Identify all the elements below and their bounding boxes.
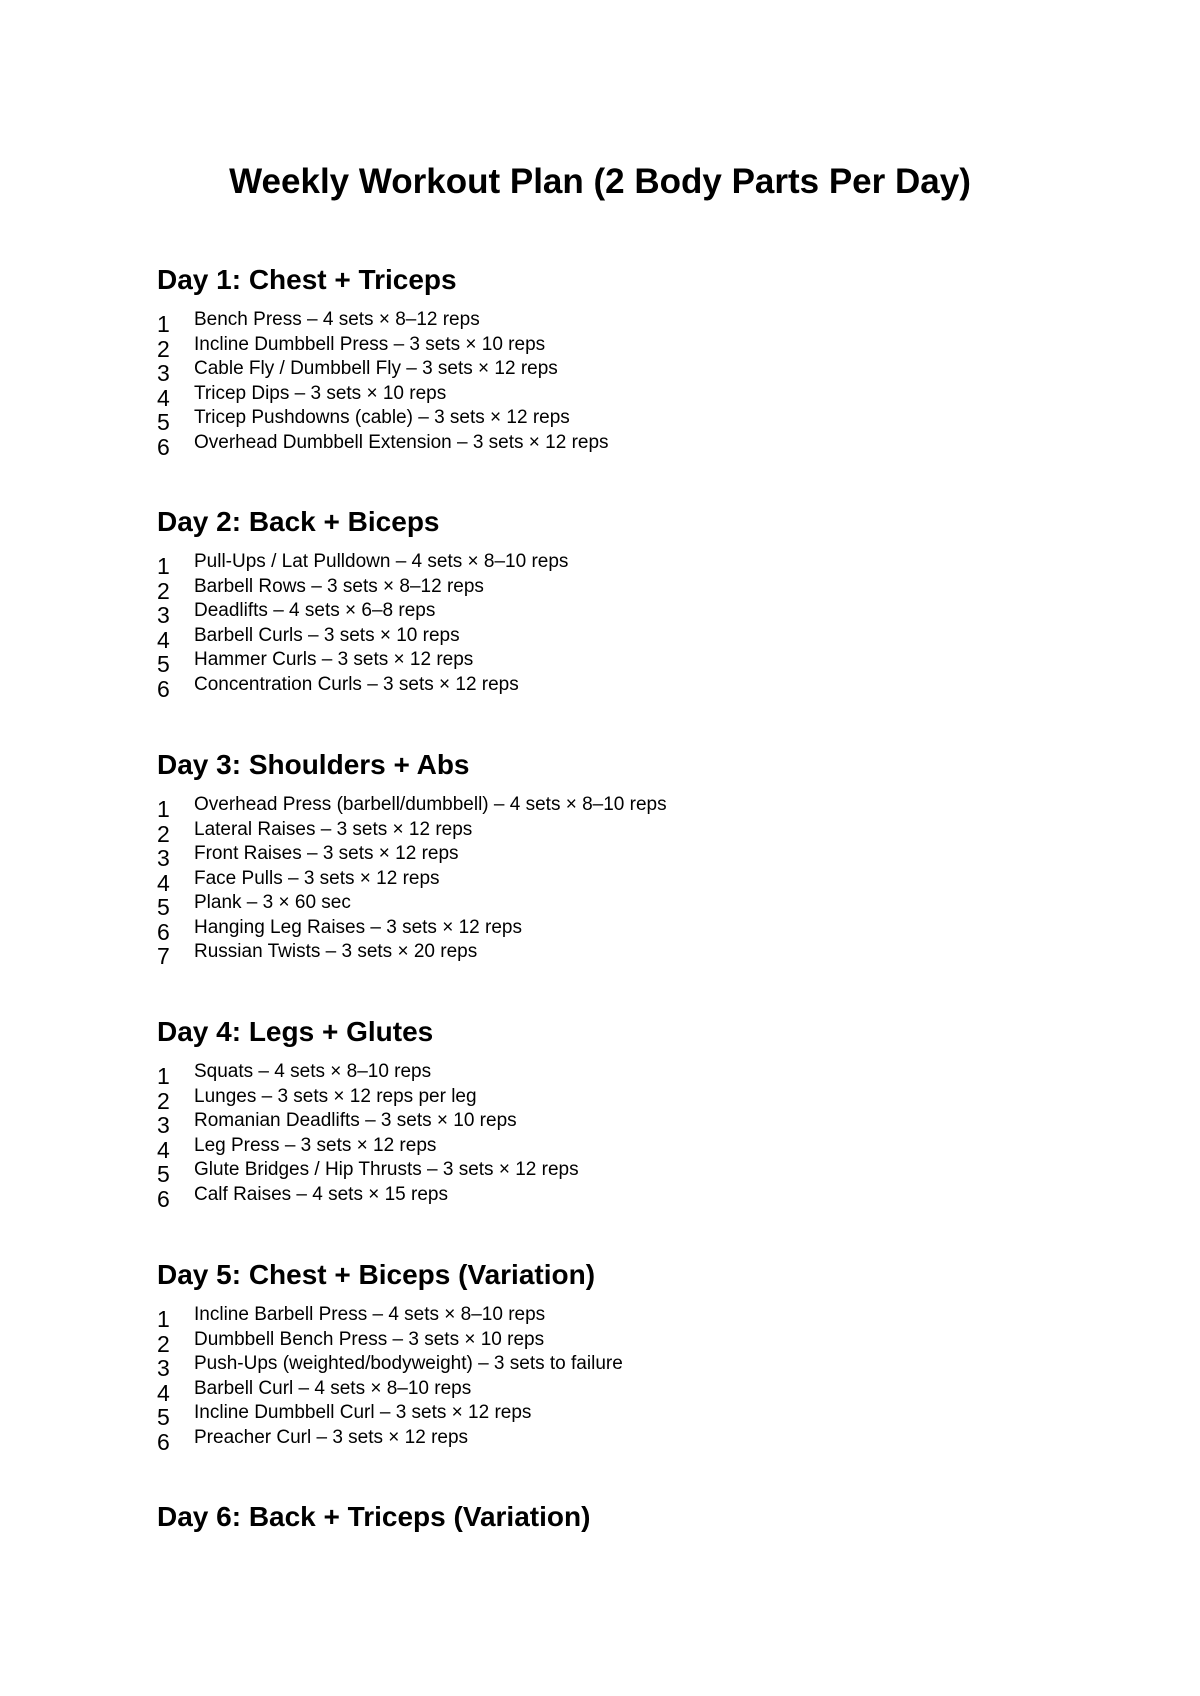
exercise-text: Romanian Deadlifts – 3 sets × 10 reps xyxy=(194,1110,517,1131)
exercise-text: Overhead Dumbbell Extension – 3 sets × 12 reps xyxy=(194,431,609,453)
exercise-item xyxy=(157,648,1057,677)
exercise-number: 7 xyxy=(157,943,170,969)
exercise-item xyxy=(157,406,1057,435)
exercise-number: 4 xyxy=(157,626,170,653)
exercise-text: Barbell Rows – 3 sets × 8–12 reps xyxy=(194,575,484,597)
exercise-text: Bench Press – 4 sets × 8–12 reps xyxy=(194,309,480,330)
exercise-text: Incline Dumbbell Press – 3 sets × 10 reps xyxy=(194,333,546,355)
exercise-text: Push-Ups (weighted/bodyweight) – 3 sets to failure xyxy=(194,1353,623,1374)
exercise-number: 6 xyxy=(157,1428,170,1455)
exercise-item xyxy=(157,1352,1057,1381)
exercise-item xyxy=(157,1377,1057,1406)
exercise-text: Incline Dumbbell Curl – 3 sets × 12 reps xyxy=(194,1402,532,1423)
exercise-item xyxy=(157,575,1057,604)
exercise-number: 4 xyxy=(157,384,170,411)
exercise-text: Preacher Curl – 3 sets × 12 reps xyxy=(194,1426,469,1448)
exercise-item xyxy=(157,1158,1057,1187)
exercise-text: Hanging Leg Raises – 3 sets × 12 reps xyxy=(194,916,522,938)
exercise-number: 2 xyxy=(157,335,170,362)
exercise-text: Dumbbell Bench Press – 3 sets × 10 reps xyxy=(194,1328,545,1350)
day-section xyxy=(157,263,1057,460)
exercise-text: Squats – 4 sets × 8–10 reps xyxy=(194,1061,432,1082)
exercise-number: 2 xyxy=(157,1087,170,1114)
exercise-text: Plank – 3 × 60 sec xyxy=(194,892,351,913)
exercise-item xyxy=(157,382,1057,411)
day-heading: Day 1: Chest + Triceps xyxy=(157,264,457,295)
exercise-number: 5 xyxy=(157,1161,170,1187)
day-section xyxy=(157,1500,1057,1545)
exercise-number: 1 xyxy=(157,796,170,822)
exercise-item xyxy=(157,1085,1057,1114)
exercise-item xyxy=(157,1401,1057,1430)
exercise-item xyxy=(157,431,1057,460)
exercise-number: 5 xyxy=(157,894,170,920)
exercise-number: 4 xyxy=(157,869,170,896)
exercise-item xyxy=(157,867,1057,896)
exercise-number: 3 xyxy=(157,845,170,871)
day-section xyxy=(157,748,1057,969)
day-heading: Day 4: Legs + Glutes xyxy=(157,1016,434,1047)
exercise-number: 1 xyxy=(157,1063,170,1089)
exercise-text: Concentration Curls – 3 sets × 12 reps xyxy=(194,673,519,695)
exercise-item xyxy=(157,842,1057,871)
exercise-number: 1 xyxy=(157,553,170,579)
exercise-number: 3 xyxy=(157,1355,170,1381)
day-heading: Day 5: Chest + Biceps (Variation) xyxy=(157,1259,596,1290)
exercise-text: Calf Raises – 4 sets × 15 reps xyxy=(194,1183,448,1205)
exercise-number: 1 xyxy=(157,311,170,337)
exercise-item xyxy=(157,1328,1057,1357)
exercise-number: 1 xyxy=(157,1306,170,1332)
exercise-text: Deadlifts – 4 sets × 6–8 reps xyxy=(194,600,436,621)
exercise-number: 3 xyxy=(157,602,170,628)
exercise-number: 6 xyxy=(157,675,170,702)
document-title: Weekly Workout Plan (2 Body Parts Per Day) xyxy=(229,162,971,201)
exercise-list xyxy=(157,550,1057,702)
exercise-number: 6 xyxy=(157,1185,170,1212)
day-heading: Day 3: Shoulders + Abs xyxy=(157,749,470,780)
exercise-number: 3 xyxy=(157,1112,170,1138)
exercise-text: Cable Fly / Dumbbell Fly – 3 sets × 12 reps xyxy=(194,358,558,379)
exercise-text: Tricep Pushdowns (cable) – 3 sets × 12 reps xyxy=(194,407,570,428)
exercise-item xyxy=(157,1060,1057,1089)
exercise-text: Russian Twists – 3 sets × 20 reps xyxy=(194,941,478,962)
day-section xyxy=(157,1258,1057,1455)
exercise-item xyxy=(157,624,1057,653)
exercise-number: 6 xyxy=(157,918,170,945)
exercise-item xyxy=(157,940,1057,969)
exercise-item xyxy=(157,891,1057,920)
exercise-item xyxy=(157,357,1057,386)
exercise-number: 2 xyxy=(157,1330,170,1357)
exercise-item xyxy=(157,818,1057,847)
exercise-item xyxy=(157,1134,1057,1163)
exercise-item xyxy=(157,916,1057,945)
exercise-item xyxy=(157,333,1057,362)
exercise-number: 5 xyxy=(157,409,170,435)
exercise-text: Pull-Ups / Lat Pulldown – 4 sets × 8–10 reps xyxy=(194,551,569,572)
exercise-list xyxy=(157,308,1057,460)
day-heading: Day 2: Back + Biceps xyxy=(157,506,440,537)
exercise-item xyxy=(157,1426,1057,1455)
exercise-text: Hammer Curls – 3 sets × 12 reps xyxy=(194,649,474,670)
exercise-item xyxy=(157,1109,1057,1138)
exercise-item xyxy=(157,793,1057,822)
exercise-text: Barbell Curls – 3 sets × 10 reps xyxy=(194,624,460,646)
exercise-text: Lateral Raises – 3 sets × 12 reps xyxy=(194,818,473,840)
exercise-item xyxy=(157,308,1057,337)
exercise-text: Face Pulls – 3 sets × 12 reps xyxy=(194,867,440,889)
day-section xyxy=(157,505,1057,702)
exercise-text: Front Raises – 3 sets × 12 reps xyxy=(194,843,459,864)
exercise-list xyxy=(157,793,1057,969)
exercise-item xyxy=(157,673,1057,702)
exercise-text: Leg Press – 3 sets × 12 reps xyxy=(194,1134,437,1156)
exercise-number: 5 xyxy=(157,651,170,677)
day-heading: Day 6: Back + Triceps (Variation) xyxy=(157,1501,591,1532)
exercise-text: Lunges – 3 sets × 12 reps per leg xyxy=(194,1085,477,1107)
exercise-item xyxy=(157,550,1057,579)
exercise-text: Glute Bridges / Hip Thrusts – 3 sets × 12 reps xyxy=(194,1159,579,1180)
exercise-text: Incline Barbell Press – 4 sets × 8–10 reps xyxy=(194,1304,546,1325)
exercise-number: 4 xyxy=(157,1379,170,1406)
exercise-number: 6 xyxy=(157,433,170,460)
exercise-text: Barbell Curl – 4 sets × 8–10 reps xyxy=(194,1377,472,1399)
exercise-item xyxy=(157,1303,1057,1332)
exercise-number: 2 xyxy=(157,820,170,847)
exercise-number: 5 xyxy=(157,1404,170,1430)
exercise-number: 4 xyxy=(157,1136,170,1163)
exercise-item xyxy=(157,1183,1057,1212)
exercise-item xyxy=(157,599,1057,628)
exercise-text: Overhead Press (barbell/dumbbell) – 4 sets × 8–10 reps xyxy=(194,794,667,815)
exercise-number: 3 xyxy=(157,360,170,386)
exercise-number: 2 xyxy=(157,577,170,604)
exercise-text: Tricep Dips – 3 sets × 10 reps xyxy=(194,382,447,404)
exercise-list xyxy=(157,1303,1057,1455)
day-section xyxy=(157,1015,1057,1212)
exercise-list xyxy=(157,1060,1057,1212)
